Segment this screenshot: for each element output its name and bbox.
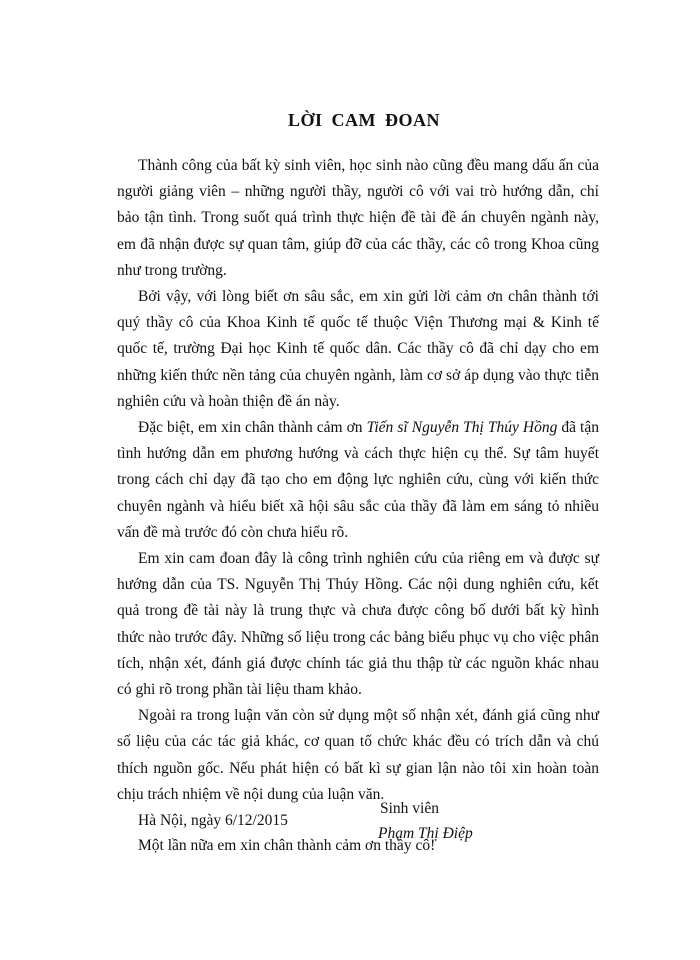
paragraph-4 xyxy=(117,546,599,703)
paragraph-4-text: Em xin cam đoan đây là công trình nghiên cứu của riêng em và được sự hướng dẫn của TS. Nguyễn Thị Thúy Hồng. Các nội dung nghiên cứu, kết quả trong đề tài này là trung thực và chưa được công bố dưới bất kỳ hình thức nào trước đây. Những số liệu trong các bảng biểu phục vụ cho việc phân tích, nhận xét, đánh giá được chính tác giả thu thập từ các nguồn khác nhau có ghi rõ trong phần tài liệu tham khảo. xyxy=(117,550,599,699)
paragraph-3 xyxy=(117,415,599,546)
closing-line: Một lần nữa em xin chân thành cảm ơn thầy cô! xyxy=(138,837,436,855)
paragraph-2-text: Bởi vậy, với lòng biết ơn sâu sắc, em xin gửi lời cảm ơn chân thành tới quý thầy cô của Khoa Kinh tế quốc tế thuộc Viện Thương mại & Kinh tế quốc tế, trường Đại học Kinh tế quốc dân. Các thầy cô đã chỉ dạy cho em những kiến thức nền tảng của chuyên ngành, làm cơ sở áp dụng vào thực tiễn nghiên cứu và hoàn thiện đề án này. xyxy=(117,288,599,410)
signature-name: Phạm Thị Điệp xyxy=(378,825,473,842)
paragraph-2 xyxy=(117,284,599,415)
paragraph-5 xyxy=(117,703,599,808)
paragraph-1-text: Thành công của bất kỳ sinh viên, học sinh nào cũng đều mang dấu ấn của người giảng viên – những người thầy, người cô với vai trò hướng dẫn, chỉ bảo tận tình. Trong suốt quá trình thực hiện đề tài đề án chuyên ngành này, em đã nhận được sự quan tâm, giúp đỡ của các thầy, các cô trong Khoa cũng như trong trường. xyxy=(117,157,599,279)
paragraph-1 xyxy=(117,153,599,284)
paragraph-3-text-end: đã tận tình hướng dẫn em phương hướng và cách thực hiện cụ thể. Sự tâm huyết trong cách chỉ dạy đã tạo cho em động lực nghiên cứu, cùng với kiến thức chuyên ngành và hiểu biết xã hội sâu sắc của thầy đã làm em sáng tỏ nhiều vấn đề mà trước đó còn chưa hiểu rõ. xyxy=(117,419,599,541)
advisor-name: Tiến sĩ Nguyễn Thị Thúy Hồng xyxy=(366,419,558,437)
paragraph-5-text: Ngoài ra trong luận văn còn sử dụng một số nhận xét, đánh giá cũng như số liệu của các tác giả khác, cơ quan tổ chức khác đều có trích dẫn và chú thích nguồn gốc. Nếu phát hiện có bất kì sự gian lận nào tôi xin hoàn toàn chịu trách nhiệm về nội dung của luận văn. xyxy=(117,707,599,803)
paragraph-3-text-start: Đặc biệt, em xin chân thành cảm ơn xyxy=(138,419,367,437)
place-date: Hà Nội, ngày 6/12/2015 xyxy=(138,812,288,830)
document-title: LỜI CAM ĐOAN xyxy=(288,110,440,130)
signature-role: Sinh viên xyxy=(380,800,439,817)
document-body xyxy=(117,110,599,858)
